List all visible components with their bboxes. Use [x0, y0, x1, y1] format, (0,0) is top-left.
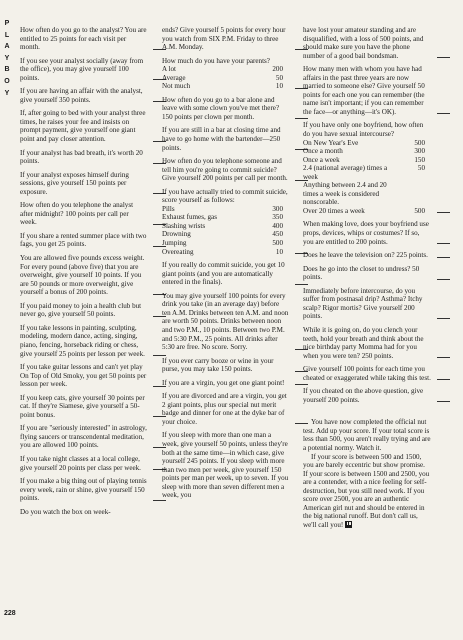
row-value: 10 — [275, 247, 283, 256]
score-blank[interactable] — [437, 357, 450, 358]
score-table — [162, 205, 289, 256]
masthead-letter: Y — [4, 89, 10, 97]
row-label: Not much — [162, 82, 191, 91]
question-text: How often do you go to a bar alone and leave with some clown you've met there? 150 points per clown per month. — [162, 95, 280, 121]
row-label: Average — [162, 73, 186, 82]
question-text: If you are still in a bar at closing time and have to go home with the bartender—250 points. — [162, 126, 281, 152]
score-blank[interactable] — [437, 243, 450, 244]
question-text: If you take lessons in painting, sculpting, modeling, modern dance, acting, singing, piano, fencing, horseback riding or chess, give yourself 25 points per lesson per week. — [20, 323, 145, 358]
row-label: Once a month — [303, 147, 343, 156]
closing-paragraph-text: If your score is between 500 and 1500, you are barely eccentric but show promise. If your score is between 1500 and 2500, you are a contender, with a nice feeling for self-destruction, but you still need work. If you score over 2500, you are an authentic American girl nut and should be entered in the big national runoff. But don't call us, we'll call you! — [303, 452, 430, 529]
question-text: If you take night classes at a local college, give yourself 20 points per class per week. — [20, 454, 141, 472]
question-item — [20, 508, 147, 517]
question-item — [20, 424, 147, 450]
question-text: If you make a big thing out of playing tennis every week, rain or shine, give yourself 150 points. — [20, 477, 147, 503]
question-item — [20, 26, 147, 52]
score-blank[interactable] — [437, 318, 450, 319]
masthead-letter: A — [4, 43, 10, 51]
score-row — [303, 139, 431, 148]
question-text: Do you watch the box on week- — [20, 507, 111, 516]
score-row — [162, 239, 289, 248]
row-label: Over 20 times a week — [303, 206, 365, 215]
question-item — [303, 287, 431, 321]
question-item — [20, 302, 147, 319]
question-text: How many men with whom you have had affairs in the past three years are now married to someone else? Give yourself 50 points for each one you can remember (the name isn't important; if you can remember the face—or anything—it's OK). — [303, 65, 425, 116]
question-item — [20, 109, 147, 143]
score-row — [303, 164, 431, 181]
question-text: If you share a rented summer place with two fags, you get 25 points. — [20, 231, 147, 249]
question-text: You are allowed five pounds excess weight. For every pound (above five) that you are overweight, give yourself 10 points. If you are 50 pounds or more overweight, give yourself a bonus of 200 points. — [20, 254, 145, 297]
score-row — [303, 181, 431, 207]
question-text: If you ever carry booze or wine in your purse, you may take 150 points. — [162, 356, 274, 374]
score-row — [162, 213, 289, 222]
question-text: Does he leave the television on? 225 points. — [303, 251, 428, 260]
score-row — [303, 156, 431, 165]
question-item — [162, 126, 289, 152]
question-item — [20, 87, 147, 104]
question-item — [303, 26, 431, 60]
question-item — [303, 265, 431, 282]
row-label: Jumping — [162, 239, 187, 248]
score-row — [303, 147, 431, 156]
score-blank[interactable] — [437, 379, 450, 380]
question-item — [162, 261, 289, 287]
row-value: 350 — [272, 213, 283, 222]
question-text: If you take guitar lessons and can't yet play On Top of Old Smoky, you get 50 points per lesson per week. — [20, 363, 147, 389]
row-label: Pills — [162, 204, 175, 213]
row-value: 50 — [417, 164, 425, 173]
row-label: Once a week — [303, 155, 340, 164]
column-3 — [303, 26, 431, 529]
question-text: If you cheated on the above question, give yourself 200 points. — [303, 387, 424, 404]
question-text: How often do you telephone the analyst after midnight? 100 points per call per week. — [20, 201, 134, 227]
question-item — [162, 26, 289, 52]
score-blank[interactable] — [437, 257, 450, 258]
question-text: You may give yourself 100 points for every drink you take (in an average day) before ten A.M. Drinks between ten A.M. and noon are worth 50 points. Drinks between noon and two P.M., 10 points. Between two P.M. and 5:30 P.M., 25 points. All drinks after 5:30 are free. No score. Sorry. — [162, 291, 289, 352]
row-label: 2.4 (national average) times a week — [303, 164, 388, 181]
masthead-letter: B — [4, 66, 10, 74]
question-item — [20, 149, 147, 166]
question-text: Does he go into the closet to undress? 50 points. — [303, 264, 420, 282]
question-text: If you keep cats, give yourself 30 points per cat. If they're Siamese, give yourself a 50-point bonus. — [20, 393, 145, 419]
question-text: If you paid money to join a health club but never go, give yourself 50 points. — [20, 301, 142, 319]
score-row — [162, 222, 289, 231]
page-number: 228 — [4, 610, 16, 617]
question-text: If you are "seriously interested" in astrology, flying saucers or transcendental meditation, you are allowed 100 points. — [20, 424, 147, 450]
row-value: 10 — [275, 82, 283, 91]
question-text: If you are a virgin, you get one giant point! — [162, 378, 285, 387]
question-item — [162, 188, 289, 256]
question-text: Give yourself 100 points for each time you cheated or exaggerated while taking this test. — [303, 365, 431, 382]
question-item — [162, 357, 289, 374]
column-2 — [162, 26, 289, 505]
question-item — [303, 387, 431, 404]
score-blank[interactable] — [437, 212, 450, 213]
score-row — [162, 74, 289, 83]
row-label: On New Year's Eve — [303, 138, 359, 147]
question-text: If your analyst exposes himself during sessions, give yourself 150 points per exposure. — [20, 170, 129, 196]
question-item — [162, 379, 289, 388]
row-label: Drowning — [162, 230, 191, 239]
masthead-letter: L — [4, 31, 10, 39]
question-text: If you have actually tried to commit suicide, score yourself as follows: — [162, 187, 288, 205]
row-value: 150 — [414, 155, 425, 164]
masthead-letter: O — [4, 77, 10, 85]
question-item — [20, 201, 147, 227]
question-text: How often do you go to the analyst? You are entitled to 25 points for each visit per month. — [20, 26, 147, 52]
question-item — [303, 220, 431, 246]
question-item — [20, 232, 147, 249]
row-label: Slashing wrists — [162, 221, 206, 230]
masthead-letter: Y — [4, 54, 10, 62]
score-blank[interactable] — [437, 113, 450, 114]
question-text: How often do you telephone someone and tell him you're going to commit suicide? Give yourself 200 points per call per month. — [162, 157, 288, 183]
row-label: Overeating — [162, 247, 194, 256]
column-1 — [20, 26, 147, 521]
row-value: 400 — [272, 221, 283, 230]
question-item — [20, 57, 147, 83]
question-item — [20, 171, 147, 197]
question-text: If you really do commit suicide, you get 10 giant points (and you are automatically entered in the finals). — [162, 261, 285, 287]
question-text: If you have only one boyfriend, how often do you have sexual intercourse? — [303, 121, 424, 139]
score-row — [303, 207, 431, 216]
closing-paragraph — [303, 453, 431, 530]
score-row — [162, 230, 289, 239]
row-value: 500 — [272, 239, 283, 248]
question-item — [20, 477, 147, 503]
question-text: When making love, does your boyfriend use props, devices, whips or costumes? If so, you are entitled to 200 points. — [303, 220, 429, 246]
score-row — [162, 65, 289, 74]
question-text: If you see your analyst socially (away from the office), you may give yourself 100 points. — [20, 56, 144, 82]
question-text: While it is going on, do you clench your teeth, hold your breath and think about the nice birthday party Momma had for you when you were ten? 250 points. — [303, 325, 424, 360]
question-text: If you are divorced and are a virgin, you get 2 giant points, plus our special nut merit badge and dinner for one at the dyke bar of your choice. — [162, 392, 287, 426]
row-value: 300 — [414, 147, 425, 156]
row-value: 200 — [272, 65, 283, 74]
question-item — [162, 392, 289, 426]
masthead-vertical — [1, 18, 13, 99]
row-label: Anything between 2.4 and 20 times a week is considered nonscorable. — [303, 181, 387, 207]
score-table — [162, 65, 289, 91]
row-value: 500 — [414, 206, 425, 215]
question-text: If you sleep with more than one man a week, give yourself 50 points, unless they're both at the same time—in which case, give yourself 245 points. If you sleep with more than two men per week, give yourself 150 points per man per week, up to seven. If you sleep with more than seven different men a week, you — [162, 431, 289, 500]
question-text: If your analyst has bad breath, it's worth 20 points. — [20, 148, 143, 166]
score-blank[interactable] — [437, 57, 450, 58]
row-label: Exhaust fumes, gas — [162, 213, 217, 222]
question-text: If you are having an affair with the analyst, give yourself 350 points. — [20, 87, 143, 104]
question-item — [303, 251, 431, 260]
score-row — [162, 82, 289, 91]
question-item — [162, 292, 289, 352]
question-item — [162, 96, 289, 122]
question-item — [303, 365, 431, 382]
closing-paragraph: You have now completed the official nut test. Add up your score. If your total score is less than 500, you aren't really trying and are a potential normy. Watch it. — [303, 418, 431, 452]
question-item — [162, 157, 289, 183]
question-item — [303, 326, 431, 360]
question-text: If, after going to bed with your analyst three times, he raises your fee and insists on prompt payment, give yourself one giant point and pay closer attention. — [20, 109, 146, 144]
question-item — [162, 431, 289, 499]
score-table — [303, 139, 431, 216]
bunny-logo-icon — [345, 521, 352, 528]
question-text: How much do you have your parents? — [162, 56, 270, 65]
question-text: ends? Give yourself 5 points for every hour you watch from SIX P.M. Friday to three A.M. Monday. — [162, 26, 286, 52]
question-item — [20, 324, 147, 358]
closing-text — [303, 418, 431, 529]
question-item — [20, 394, 147, 420]
masthead-letter: P — [4, 20, 10, 27]
score-blank[interactable] — [437, 279, 450, 280]
question-item — [162, 57, 289, 91]
score-row — [162, 205, 289, 214]
row-value: 50 — [275, 73, 283, 82]
row-value: 300 — [272, 204, 283, 213]
question-item — [20, 363, 147, 389]
question-item — [20, 254, 147, 297]
question-item — [303, 121, 431, 215]
row-value: 450 — [272, 230, 283, 239]
question-text: Immediately before intercourse, do you suffer from postnasal drip? Asthma? Itchy scalp? Rigor mortis? Give yourself 200 points. — [303, 286, 423, 321]
question-item — [20, 455, 147, 472]
row-label: A lot — [162, 65, 176, 74]
question-item — [303, 65, 431, 116]
question-text: have lost your amateur standing and are disqualified, with a loss of 500 points, and should make sure you have the phone number of a good bail bondsman. — [303, 26, 424, 60]
score-blank[interactable] — [437, 401, 450, 402]
row-value: 500 — [414, 138, 425, 147]
score-row — [162, 248, 289, 257]
